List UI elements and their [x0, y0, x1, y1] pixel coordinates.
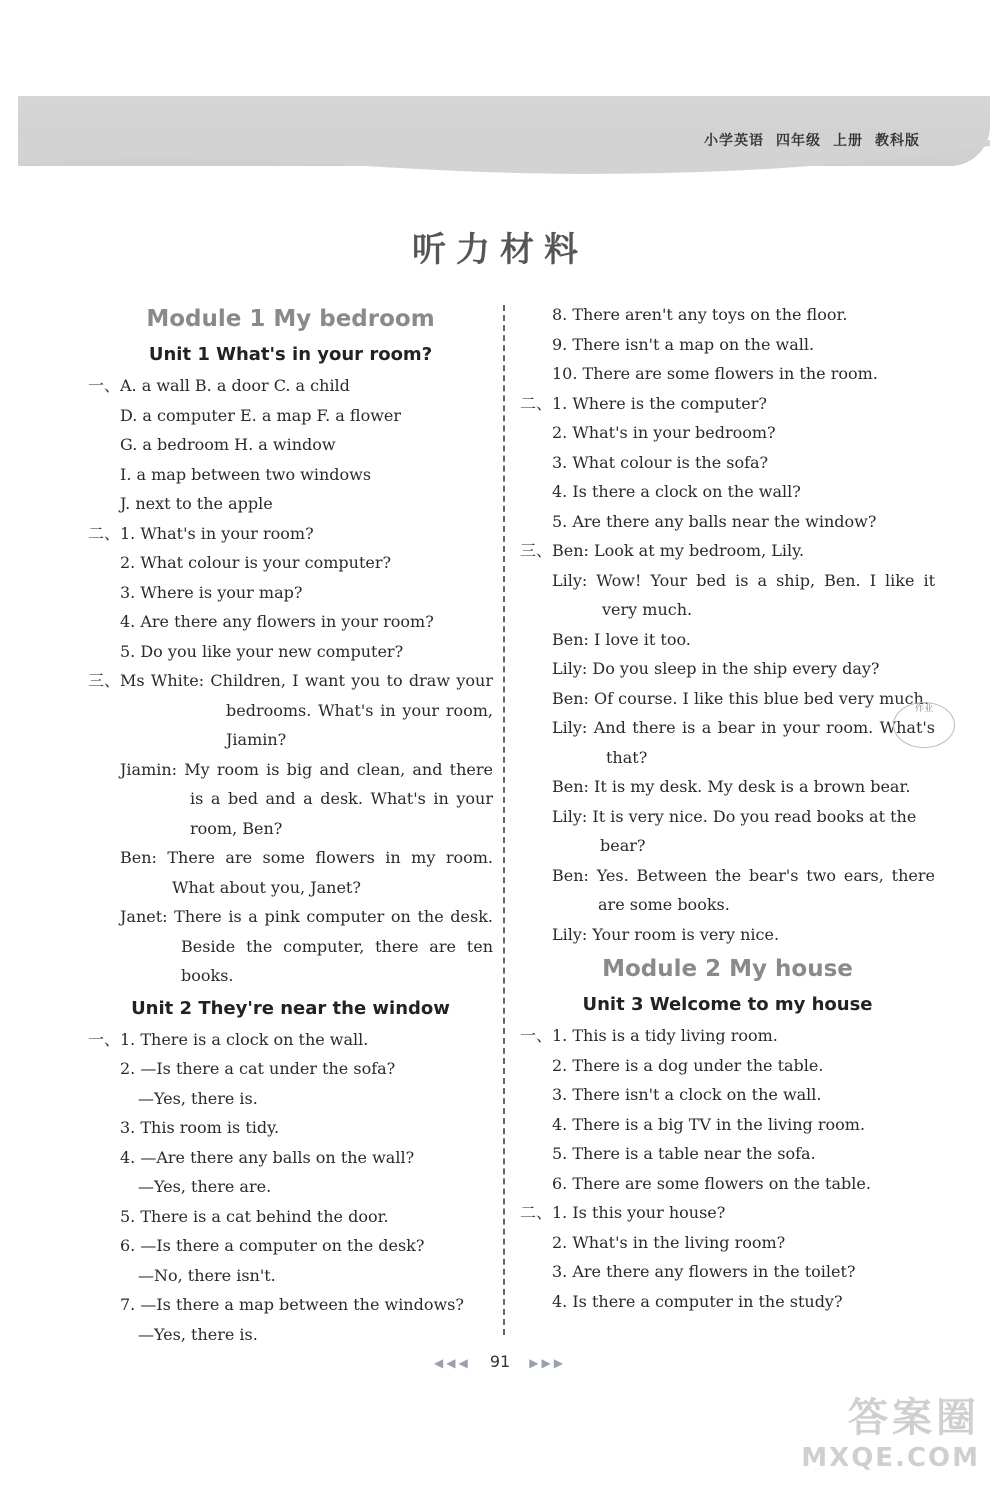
- section-marker: 二、: [88, 523, 121, 543]
- line-text: 4. —Are there any balls on the wall?: [120, 1147, 415, 1167]
- dialogue-lily: Lily: Do you sleep in the ship every day?: [552, 659, 880, 678]
- line-text: 5. There is a table near the sofa.: [552, 1144, 816, 1163]
- unit-3-title: Unit 3 Welcome to my house: [582, 994, 873, 1015]
- site-watermark: [801, 1386, 980, 1473]
- list-item: [520, 1228, 935, 1258]
- dialogue-lily: Lily: It is very nice. Do you read books at the bear?: [552, 806, 917, 855]
- list-item: [520, 1169, 935, 1199]
- list-item: [88, 401, 493, 431]
- list-item: [520, 477, 935, 507]
- prev-arrows-icon: ◀◀◀: [434, 1356, 471, 1370]
- line-text: 2. What's in the living room?: [552, 1232, 786, 1252]
- dialogue-line: [520, 772, 935, 802]
- list-item: [88, 607, 493, 637]
- dialogue-line: [520, 684, 935, 714]
- line-text: 8. There aren't any toys on the floor.: [552, 305, 848, 324]
- dialogue-line: [520, 920, 935, 950]
- list-item: [88, 489, 493, 519]
- watermark-url: MXQE.COM: [801, 1443, 980, 1473]
- list-item: [520, 418, 935, 448]
- dialogue-ben: Ben: There are some flowers in my room. What about you, Janet?: [120, 848, 493, 897]
- right-column: [520, 300, 935, 1316]
- list-item: [88, 1143, 493, 1173]
- list-item: [88, 1290, 493, 1320]
- list-item: [88, 1084, 493, 1114]
- list-item: [88, 1261, 493, 1291]
- list-item: [88, 1025, 493, 1055]
- list-item: [520, 1110, 935, 1140]
- dialogue-line: [520, 566, 935, 625]
- line-text: 1. Where is the computer?: [552, 393, 767, 413]
- line-text: 5. There is a cat behind the door.: [120, 1206, 389, 1226]
- dialogue-ben: Ben: Yes. Between the bear's two ears, there are some books.: [552, 865, 935, 914]
- header-book-info: [704, 130, 920, 150]
- list-item: [520, 1080, 935, 1110]
- line-text: 4. Is there a clock on the wall?: [552, 482, 801, 501]
- line-text: 1. Is this your house?: [552, 1203, 726, 1222]
- line-text: 3. There isn't a clock on the wall.: [552, 1085, 822, 1104]
- line-text: 3. Where is your map?: [120, 582, 303, 602]
- section-marker: 三、: [520, 541, 553, 560]
- dialogue-ben: Ben: Look at my bedroom, Lily.: [552, 541, 805, 560]
- dialogue-line: [520, 625, 935, 655]
- section-marker: 一、: [88, 376, 121, 395]
- column-divider: [503, 305, 505, 1335]
- list-item: [88, 637, 493, 667]
- line-text: G. a bedroom H. a window: [120, 435, 336, 454]
- list-item: [520, 1287, 935, 1317]
- line-text: 10. There are some flowers in the room.: [552, 364, 878, 383]
- header-subject: 小学英语: [704, 133, 764, 149]
- dialogue-ben: Ben: I love it too.: [552, 629, 691, 649]
- list-item: [520, 330, 935, 360]
- line-text: 9. There isn't a map on the wall.: [552, 334, 815, 354]
- section-marker: 一、: [520, 1026, 553, 1045]
- line-text: 4. Is there a computer in the study?: [552, 1291, 843, 1311]
- list-item: [88, 371, 493, 401]
- section-marker: 二、: [520, 1203, 553, 1222]
- list-item: [88, 548, 493, 578]
- line-text: I. a map between two windows: [120, 464, 372, 484]
- list-item: [520, 1021, 935, 1051]
- watermark-logo-text: 答案圈: [848, 1395, 980, 1441]
- list-item: [88, 1231, 493, 1261]
- dialogue-line: [88, 843, 493, 902]
- dialogue-ms-white: Ms White: Children, I want you to draw your bedrooms. What's in your room, Jiamin?: [120, 671, 493, 749]
- header-edition: 教科版: [875, 133, 920, 149]
- line-text: 3. This room is tidy.: [120, 1118, 280, 1137]
- section-marker: 一、: [88, 1029, 121, 1049]
- line-text: 4. There is a big TV in the living room.: [552, 1114, 866, 1134]
- line-text: D. a computer E. a map F. a flower: [120, 405, 402, 425]
- module-2-title: Module 2 My house: [602, 956, 853, 982]
- line-text: 4. Are there any flowers in your room?: [120, 612, 434, 631]
- line-text: 1. This is a tidy living room.: [552, 1026, 778, 1045]
- dialogue-ben: Ben: Of course. I like this blue bed very much.: [552, 688, 929, 708]
- list-item: [88, 430, 493, 460]
- list-item: [88, 1320, 493, 1350]
- dialogue-lily: Lily: Your room is very nice.: [552, 924, 780, 944]
- dialogue-line: [88, 902, 493, 991]
- module-1-title: Module 1 My bedroom: [146, 306, 435, 332]
- line-text: 2. What's in your bedroom?: [552, 423, 776, 442]
- next-arrows-icon: ▶▶▶: [529, 1356, 566, 1370]
- line-text: 2. —Is there a cat under the sofa?: [120, 1059, 396, 1078]
- list-item: [88, 519, 493, 549]
- dialogue-line: [520, 802, 935, 861]
- list-item: [520, 359, 935, 389]
- list-item: [88, 1172, 493, 1202]
- dialogue-line: [88, 666, 493, 755]
- stamp-text: 作业: [914, 704, 933, 714]
- list-item: [520, 300, 935, 330]
- dialogue-janet: Janet: There is a pink computer on the desk. Beside the computer, there are ten books.: [120, 907, 493, 985]
- dialogue-line: [520, 654, 935, 684]
- page-number: 91: [489, 1352, 511, 1371]
- list-item: [520, 448, 935, 478]
- header-volume: 上册: [833, 133, 863, 149]
- dialogue-line: [520, 536, 935, 566]
- line-text: —Yes, there is.: [138, 1088, 258, 1108]
- list-item: [520, 1139, 935, 1169]
- list-item: [88, 1202, 493, 1232]
- list-item: [520, 507, 935, 537]
- line-text: 1. There is a clock on the wall.: [120, 1029, 369, 1049]
- line-text: 3. What colour is the sofa?: [552, 452, 769, 472]
- dialogue-ben: Ben: It is my desk. My desk is a brown bear.: [552, 777, 911, 796]
- unit-1-title: Unit 1 What's in your room?: [148, 344, 433, 365]
- page-footer: [0, 1352, 1000, 1371]
- homework-stamp: [893, 702, 955, 748]
- list-item: [520, 1257, 935, 1287]
- line-text: 1. What's in your room?: [120, 523, 314, 543]
- list-item: [520, 389, 935, 419]
- list-item: [88, 1113, 493, 1143]
- line-text: —Yes, there are.: [138, 1177, 272, 1196]
- line-text: J. next to the apple: [120, 494, 273, 513]
- dialogue-line: [520, 713, 935, 772]
- list-item: [88, 578, 493, 608]
- list-item: [520, 1051, 935, 1081]
- line-text: —No, there isn't.: [138, 1265, 276, 1285]
- dialogue-line: [88, 755, 493, 844]
- line-text: 2. What colour is your computer?: [120, 553, 392, 572]
- unit-2-title: Unit 2 They're near the window: [131, 997, 450, 1019]
- header-grade: 四年级: [776, 133, 821, 149]
- line-text: A. a wall B. a door C. a child: [120, 376, 350, 395]
- list-item: [88, 460, 493, 490]
- line-text: 5. Do you like your new computer?: [120, 641, 404, 661]
- page-title: 听力材料: [412, 230, 588, 270]
- section-marker: 三、: [88, 671, 121, 690]
- line-text: 2. There is a dog under the table.: [552, 1055, 824, 1075]
- dialogue-line: [520, 861, 935, 920]
- line-text: —Yes, there is.: [138, 1324, 258, 1344]
- left-column: [88, 301, 493, 1349]
- dialogue-lily: Lily: Wow! Your bed is a ship, Ben. I like it very much.: [552, 570, 935, 619]
- dialogue-jiamin: Jiamin: My room is big and clean, and there is a bed and a desk. What's in your room, Ben?: [120, 759, 493, 838]
- section-marker: 二、: [520, 393, 553, 413]
- list-item: [520, 1198, 935, 1228]
- line-text: 7. —Is there a map between the windows?: [120, 1295, 464, 1314]
- list-item: [88, 1054, 493, 1084]
- line-text: 6. —Is there a computer on the desk?: [120, 1236, 425, 1255]
- line-text: 6. There are some flowers on the table.: [552, 1173, 871, 1193]
- dialogue-lily: Lily: And there is a bear in your room. What's that?: [552, 718, 935, 767]
- line-text: 5. Are there any balls near the window?: [552, 511, 877, 531]
- line-text: 3. Are there any flowers in the toilet?: [552, 1262, 856, 1281]
